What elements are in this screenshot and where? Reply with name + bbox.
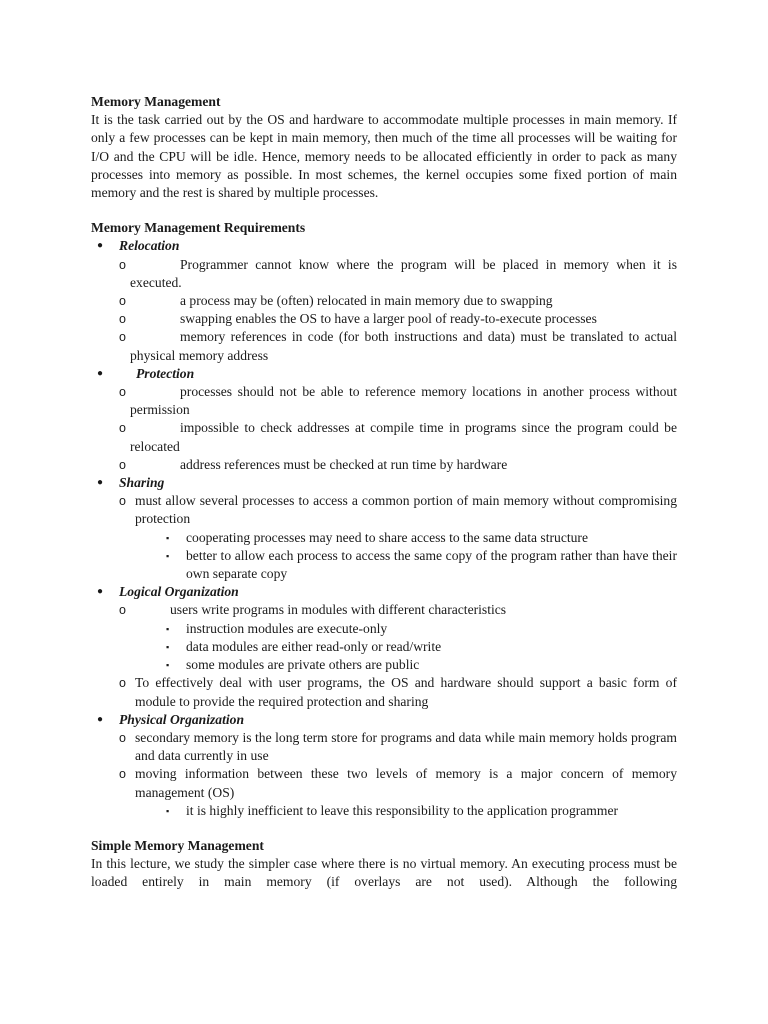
square-marker: ▪: [166, 623, 170, 634]
bullet-marker: ●: [97, 240, 104, 252]
bullet-sharing: [91, 474, 677, 492]
protection-item-text: address references must be checked at run time by hardware: [180, 456, 508, 472]
circle-marker: o: [119, 676, 126, 691]
relocation-item-text: memory references in code (for both instructions and data) must be translated to actual physical memory address: [130, 329, 677, 363]
circle-marker: o: [119, 312, 126, 327]
square-marker: ▪: [166, 550, 170, 561]
bullet-marker: ●: [97, 367, 104, 379]
circle-marker: o: [119, 603, 126, 618]
square-marker: ▪: [166, 641, 170, 652]
bullet-logical-organization: [91, 583, 677, 601]
bullet-protection: [91, 365, 677, 383]
logical-subitem-2: [91, 638, 677, 656]
circle-marker: o: [119, 257, 126, 272]
square-marker: ▪: [166, 660, 170, 671]
intro-paragraph: It is the task carried out by the OS and hardware to accommodate multiple processes in main memory. If only a few processes can be kept in main memory, then much of the time all processes will be waiting for I/O and the CPU will be idle. Hence, memory needs to be allocated efficiently in order to pack as many processes into memory as possible. In most schemes, the kernel occupies some fixed portion of main memory and the rest is shared by multiple processes.: [91, 112, 677, 201]
logical-item-text: users write programs in modules with different characteristics: [170, 602, 507, 618]
circle-marker: o: [119, 330, 126, 345]
protection-item-text: processes should not be able to reference memory locations in another process without permission: [130, 384, 677, 418]
physical-item-1: [91, 729, 677, 765]
circle-marker: o: [119, 767, 126, 782]
sharing-title: Sharing: [119, 475, 165, 491]
circle-marker: o: [119, 730, 126, 745]
protection-item-text: impossible to check addresses at compile time in programs since the program could be relocated: [130, 420, 677, 454]
bullet-marker: ●: [97, 586, 104, 598]
protection-item-1: [91, 383, 677, 419]
sharing-subitem-text: cooperating processes may need to share access to the same data structure: [186, 529, 588, 545]
logical-subitem-1: [91, 620, 677, 638]
relocation-item-1: [91, 256, 677, 292]
relocation-item-2: [91, 292, 677, 310]
physical-subitem-text: it is highly inefficient to leave this responsibility to the application programmer: [186, 802, 619, 818]
relocation-title: Relocation: [119, 238, 180, 254]
sharing-subitem-2: [91, 547, 677, 583]
logical-subitem-text: some modules are private others are public: [186, 657, 420, 673]
simple-paragraph: In this lecture, we study the simpler case where there is no virtual memory. An executing process must be loaded entirely in main memory (if overlays are not used). Although the following: [91, 856, 677, 890]
physical-item-text: secondary memory is the long term store for programs and data while main memory holds program and data currently in use: [135, 729, 677, 764]
circle-marker: o: [119, 494, 126, 509]
logical-subitem-text: instruction modules are execute-only: [186, 620, 388, 636]
protection-item-3: [91, 456, 677, 474]
circle-marker: o: [119, 294, 126, 309]
sharing-subitem-1: [91, 529, 677, 547]
physical-subitem: [91, 802, 677, 820]
circle-marker: o: [119, 385, 126, 400]
logical-subitem-3: [91, 656, 677, 674]
sharing-item-text: must allow several processes to access a common portion of main memory without compromising protection: [135, 493, 677, 527]
circle-marker: o: [119, 457, 126, 472]
relocation-item-3: [91, 310, 677, 328]
logical-item-text: To effectively deal with user programs, the OS and hardware should support a basic form of module to provide the required protection and sharing: [135, 675, 677, 709]
protection-item-2: [91, 419, 677, 455]
bullet-marker: ●: [97, 477, 104, 489]
sharing-item: [91, 492, 677, 528]
heading-simple-memory-management: Simple Memory Management: [91, 837, 264, 853]
relocation-item-text: a process may be (often) relocated in main memory due to swapping: [180, 293, 553, 309]
physical-item-text: moving information between these two levels of memory is a major concern of memory management (OS): [135, 766, 677, 800]
document-page: [91, 93, 677, 892]
relocation-item-4: [91, 328, 677, 364]
sharing-subitem-text: better to allow each process to access the same copy of the program rather than have their own separate copy: [186, 547, 677, 582]
logical-title: Logical Organization: [119, 584, 239, 600]
logical-item-1: [91, 601, 677, 619]
square-marker: ▪: [166, 805, 170, 816]
relocation-item-text: swapping enables the OS to have a larger pool of ready-to-execute processes: [180, 311, 597, 327]
protection-title: Protection: [136, 365, 195, 381]
bullet-relocation: [91, 237, 677, 255]
bullet-marker: ●: [97, 713, 104, 725]
circle-marker: o: [119, 421, 126, 436]
logical-subitem-text: data modules are either read-only or read/write: [186, 638, 442, 654]
heading-memory-management: Memory Management: [91, 94, 221, 109]
square-marker: ▪: [166, 532, 170, 543]
physical-item-2: [91, 765, 677, 801]
bullet-physical-organization: [91, 711, 677, 729]
heading-requirements: Memory Management Requirements: [91, 220, 306, 236]
relocation-item-text: Programmer cannot know where the program will be placed in memory when it is executed.: [130, 256, 677, 290]
physical-title: Physical Organization: [119, 711, 245, 727]
logical-item-2: [91, 674, 677, 710]
